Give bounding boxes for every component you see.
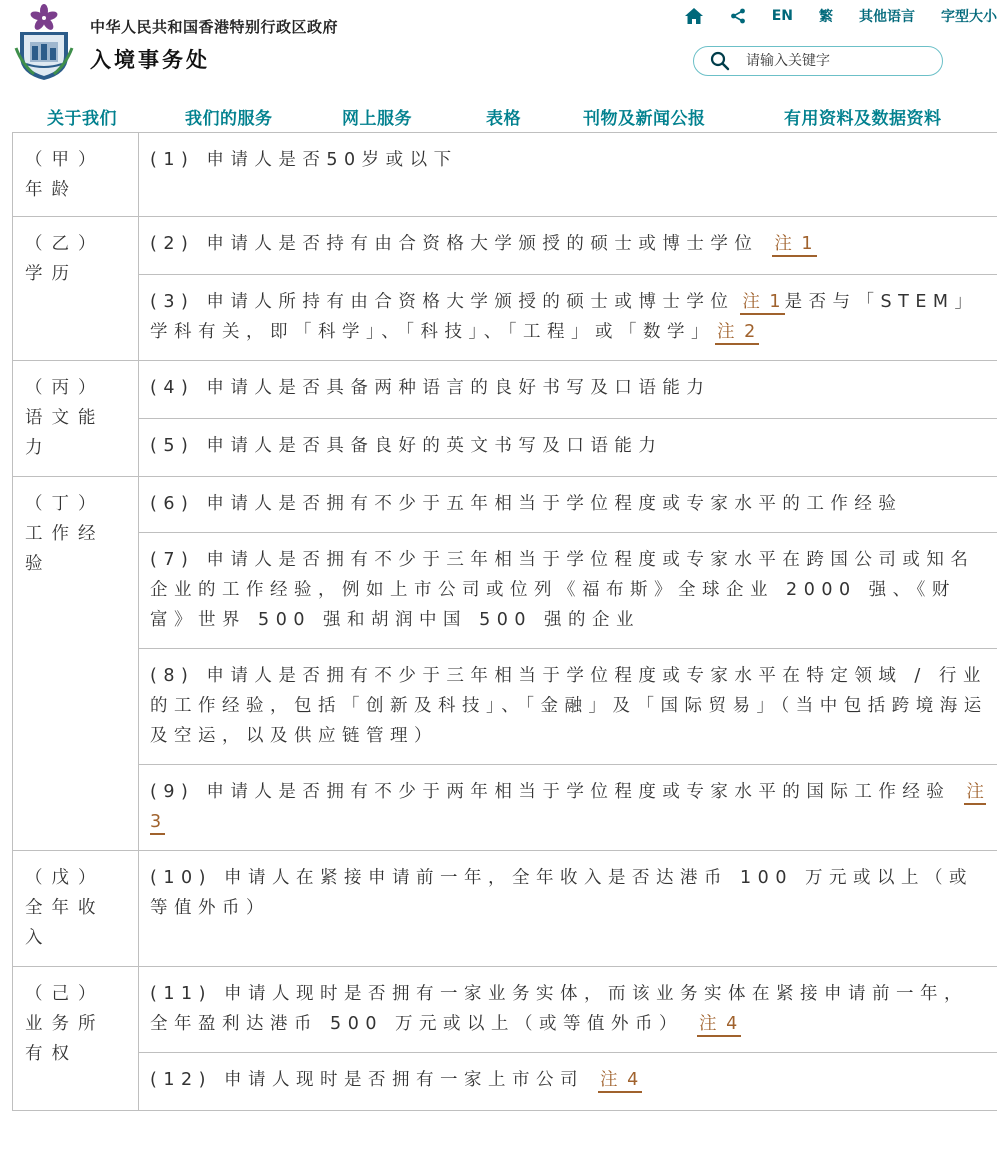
table-row [13, 967, 998, 1053]
category-cell: （丁）工作经验 [13, 477, 139, 851]
category-cell: （戊）全年收入 [13, 851, 139, 967]
criterion-cell [139, 361, 998, 419]
category-cell: （甲）年龄 [13, 133, 139, 217]
home-icon[interactable] [684, 7, 704, 25]
criterion-text: (11) 申请人现时是否拥有一家业务实体，而该业务实体在紧接申请前一年，全年盈利达港币 500 万元或以上（或等值外币） [150, 984, 968, 1034]
criterion-text: (5) 申请人是否具备良好的英文书写及口语能力 [150, 436, 663, 456]
criterion-text: (12) 申请人现时是否拥有一家上市公司 [150, 1070, 584, 1090]
nav-about-us[interactable]: 关于我们 [47, 109, 117, 129]
search-input[interactable] [746, 53, 926, 69]
criterion-cell [139, 765, 998, 851]
nav-forms[interactable]: 表格 [486, 109, 521, 129]
department-name: 入境事务处 [90, 48, 210, 72]
category-cell: （乙）学历 [13, 217, 139, 361]
criteria-table-container [12, 132, 997, 1175]
note-link[interactable]: 注 3 [150, 782, 986, 835]
criterion-cell [139, 275, 998, 361]
category-cell: （丙）语文能力 [13, 361, 139, 477]
site-header [0, 0, 1005, 100]
nav-online-services[interactable]: 网上服务 [342, 109, 412, 129]
criterion-text: (8) 申请人是否拥有不少于三年相当于学位程度或专家水平在特定领域 / 行业的工作经验，包括「创新及科技」、「金融」及「国际贸易」（当中包括跨境海运及空运，以及供应链管理） [150, 666, 988, 746]
criterion-text: (1) 申请人是否50岁或以下 [150, 150, 458, 170]
hksar-emblem-logo[interactable] [12, 4, 76, 82]
criterion-cell [139, 967, 998, 1053]
criterion-cell [139, 419, 998, 477]
criterion-text: (3) 申请人所持有由合资格大学颁授的硕士或博士学位 [150, 292, 735, 312]
criterion-cell [139, 217, 998, 275]
utility-bar [684, 5, 997, 27]
search-icon[interactable] [710, 51, 730, 71]
criterion-text: (6) 申请人是否拥有不少于五年相当于学位程度或专家水平的工作经验 [150, 494, 903, 514]
table-row [13, 533, 998, 649]
table-row [13, 275, 998, 361]
table-row [13, 851, 998, 967]
criterion-cell [139, 1053, 998, 1111]
criterion-cell [139, 533, 998, 649]
font-size-link[interactable]: 字型大小 [941, 9, 997, 25]
note-link[interactable]: 注 1 [772, 234, 816, 257]
search-box[interactable] [693, 46, 943, 76]
share-icon[interactable] [730, 8, 746, 24]
criterion-cell [139, 477, 998, 533]
nav-our-services[interactable]: 我们的服务 [185, 109, 273, 129]
table-row [13, 765, 998, 851]
table-row [13, 419, 998, 477]
criterion-cell [139, 649, 998, 765]
criteria-table [12, 132, 997, 1111]
main-nav [0, 100, 1005, 132]
nav-publications-press[interactable]: 刊物及新闻公报 [583, 109, 706, 129]
note-link[interactable]: 注 1 [740, 292, 784, 315]
table-row [13, 649, 998, 765]
note-link[interactable]: 注 4 [697, 1014, 741, 1037]
table-row [13, 1053, 998, 1111]
note-link[interactable]: 注 4 [598, 1070, 642, 1093]
language-traditional-link[interactable]: 繁 [819, 9, 833, 25]
criterion-cell [139, 133, 998, 217]
note-link[interactable]: 注 2 [715, 322, 759, 345]
criterion-text: (2) 申请人是否持有由合资格大学颁授的硕士或博士学位 [150, 234, 759, 254]
table-row [13, 217, 998, 275]
table-row [13, 477, 998, 533]
criterion-cell [139, 851, 998, 967]
criterion-text: (7) 申请人是否拥有不少于三年相当于学位程度或专家水平在跨国公司或知名企业的工作经验，例如上市公司或位列《福布斯》全球企业 2000 强、《财富》世界 500 强和胡润中国 500 强的企业 [150, 550, 975, 630]
nav-useful-info[interactable]: 有用资料及数据资料 [784, 109, 942, 129]
government-name: 中华人民共和国香港特别行政区政府 [90, 18, 339, 36]
criterion-text: (9) 申请人是否拥有不少于两年相当于学位程度或专家水平的国际工作经验 [150, 782, 951, 802]
criterion-text: (10) 申请人在紧接申请前一年，全年收入是否达港币 100 万元或以上（或等值外币） [150, 868, 974, 918]
other-languages-link[interactable]: 其他语言 [859, 9, 915, 25]
criterion-text: 是否与「STEM」学科有关，即「科学」、「科技」、「工程」或「数学」 [150, 292, 979, 342]
table-row [13, 361, 998, 419]
language-en-link[interactable]: EN [771, 8, 793, 24]
table-row [13, 133, 998, 217]
category-cell: （己）业务所有权 [13, 967, 139, 1111]
criterion-text: (4) 申请人是否具备两种语言的良好书写及口语能力 [150, 378, 711, 398]
